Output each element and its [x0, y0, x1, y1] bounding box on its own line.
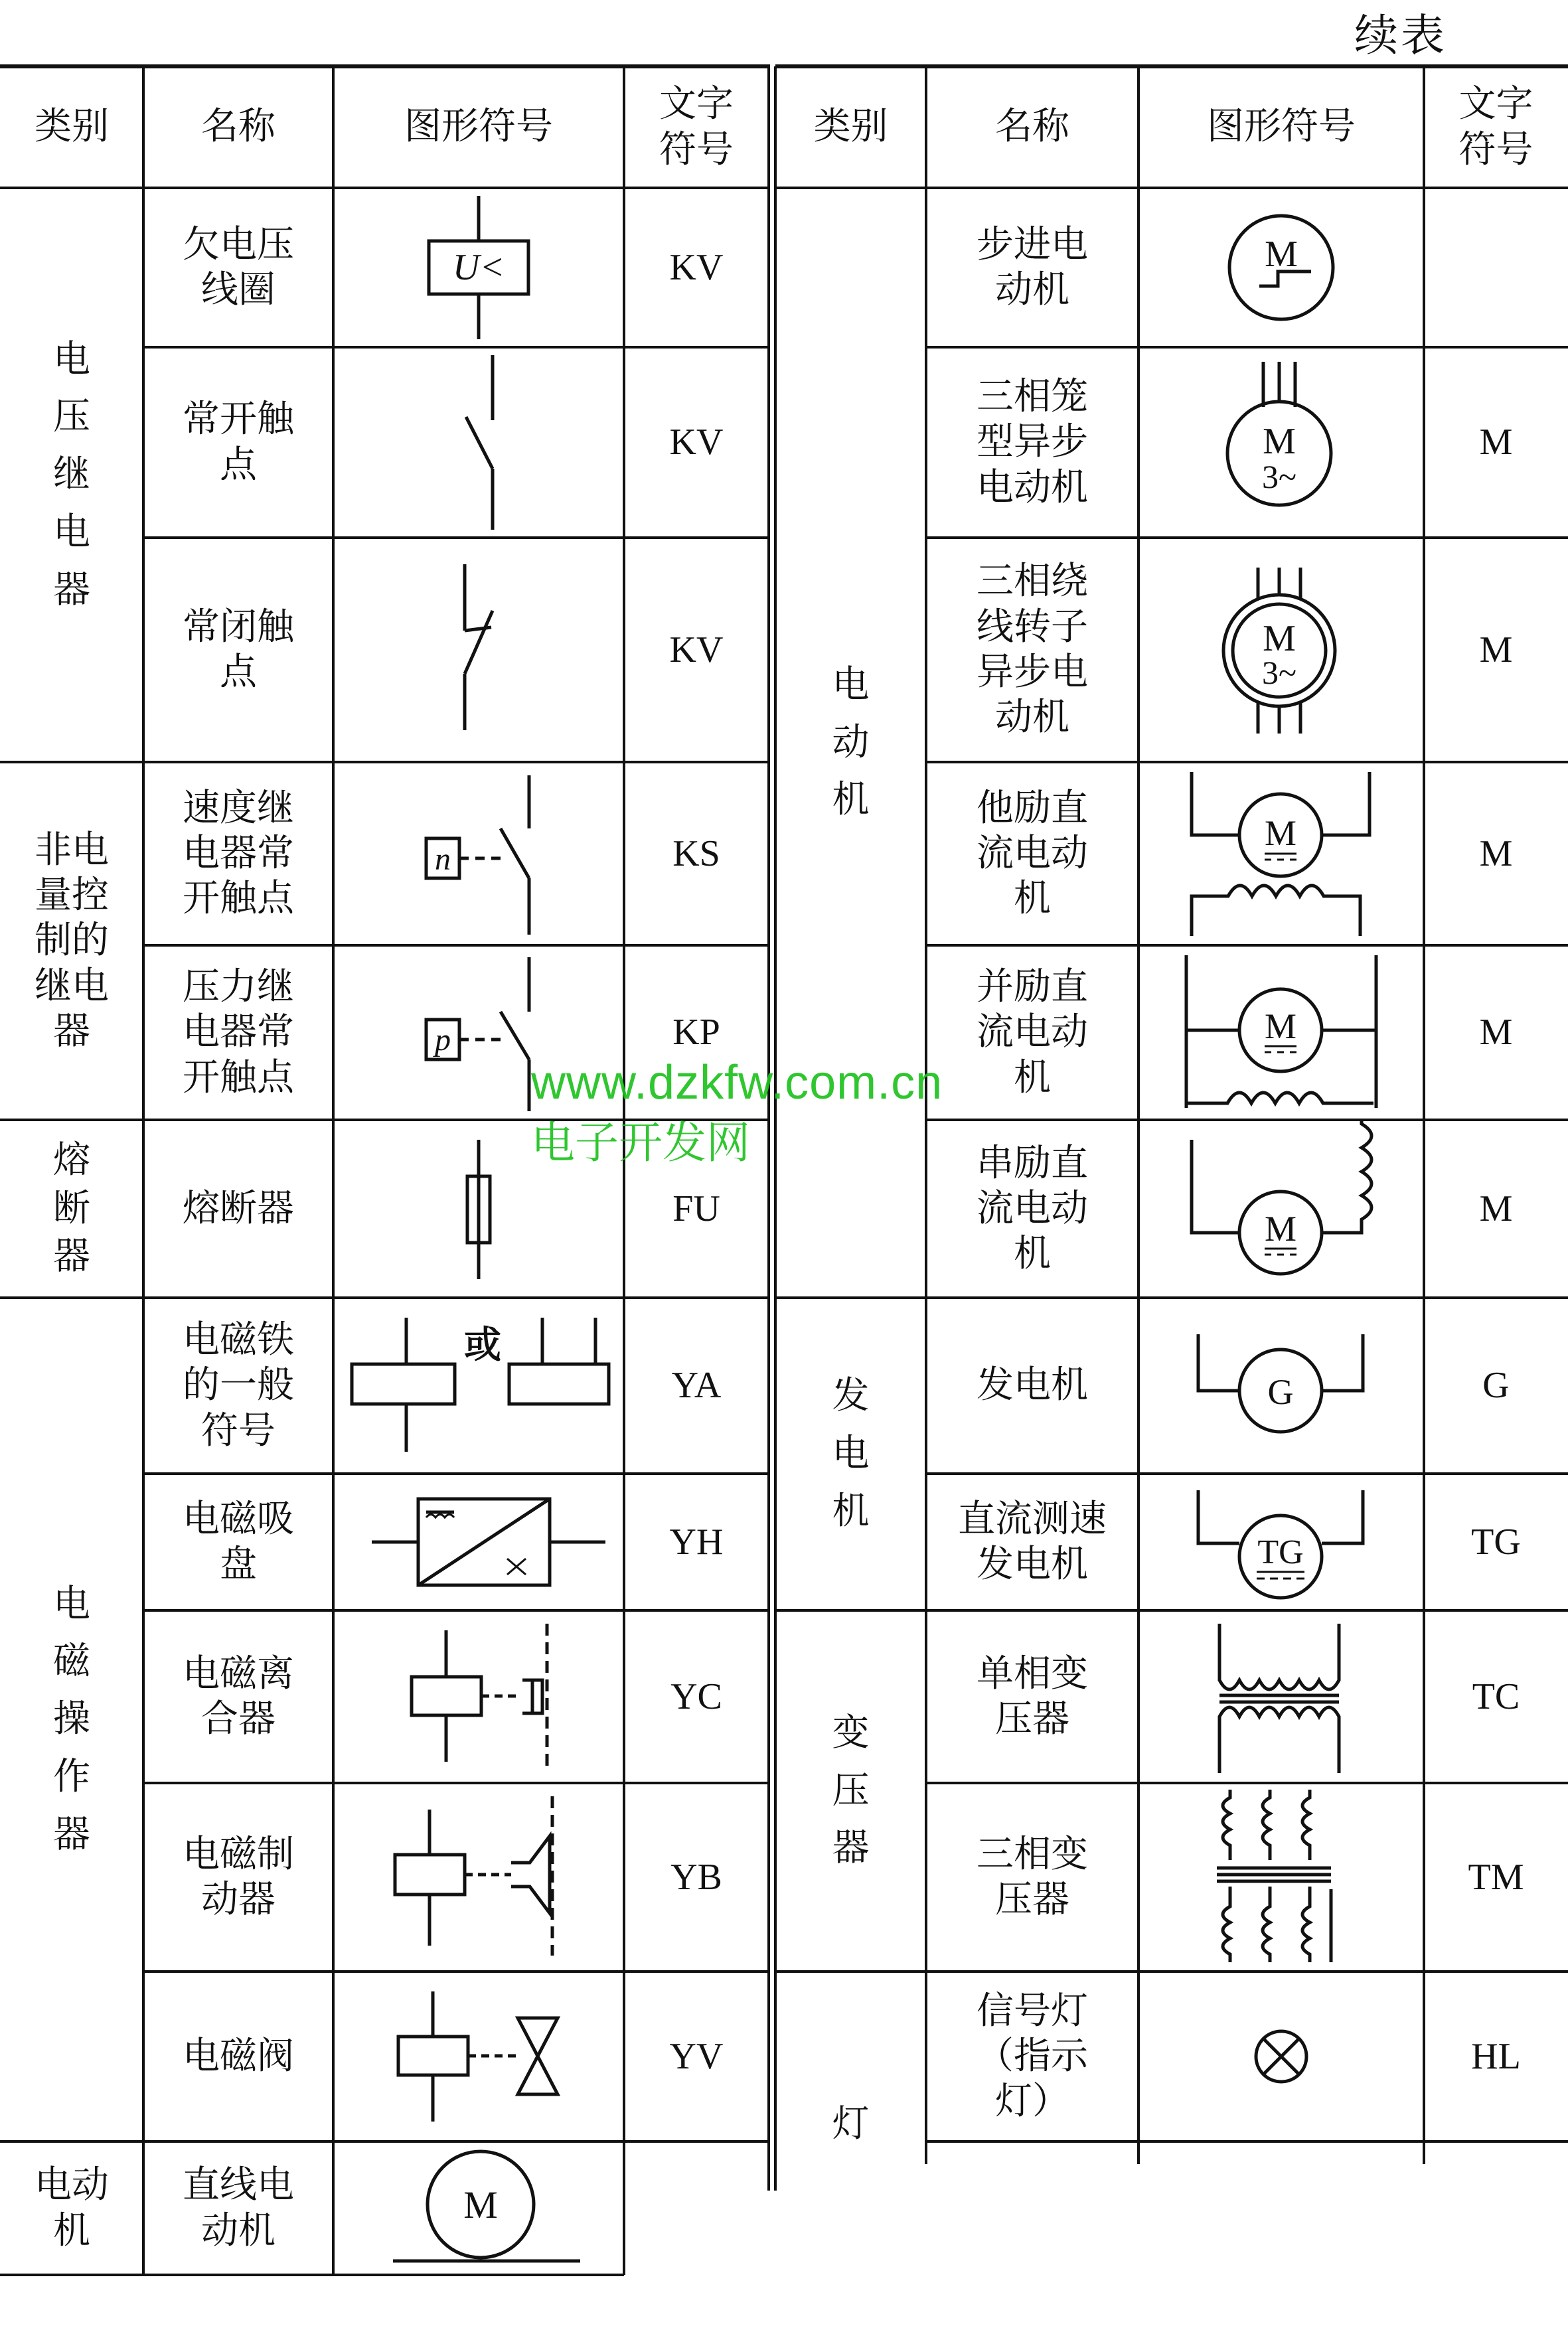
header-name-right: 名称 [995, 105, 1069, 149]
name-tacho-generator: 直流测速 发电机 [958, 1497, 1107, 1586]
cage-motor-symbol [1138, 347, 1424, 538]
code-signal-lamp: HL [1471, 2035, 1521, 2077]
name-valve: 电磁阀 [183, 2034, 294, 2078]
code-series-dc-motor: M [1479, 1188, 1513, 1229]
code-fuse: FU [672, 1188, 720, 1229]
clutch-symbol [333, 1610, 624, 1783]
name-linear-motor: 直线电 动机 [183, 2163, 294, 2252]
header-symbol-left: 图形符号 [404, 105, 553, 149]
speed-relay-symbol [333, 762, 624, 945]
name-brake: 电磁制 动器 [183, 1832, 294, 1921]
name-no-contact: 常开触 点 [183, 398, 294, 487]
code-generator: G [1482, 1365, 1510, 1407]
code-speed-relay: KS [672, 832, 720, 874]
cage-motor-phase: 3~ [1261, 458, 1297, 495]
header-category-right: 类别 [813, 105, 888, 149]
code-nc-contact: KV [669, 629, 724, 670]
name-wound-motor: 三相绕 线转子 异步电 动机 [977, 560, 1088, 739]
code-shunt-dc-motor: M [1479, 1012, 1513, 1053]
code-cage-motor: M [1479, 422, 1513, 463]
name-cage-motor: 三相笼 型异步 电动机 [977, 375, 1088, 509]
code-electromagnet: YA [671, 1365, 722, 1407]
wound-motor-symbol [1138, 538, 1424, 762]
name-3ph-transformer: 三相变 压器 [977, 1832, 1088, 1921]
name-signal-lamp: 信号灯 （指示 灯） [977, 1989, 1088, 2124]
header-category-left: 类别 [35, 105, 109, 149]
watermark-url: www.dzkfw.com.cn [531, 1056, 943, 1109]
name-speed-relay: 速度继 电器常 开触点 [183, 786, 294, 921]
1ph-transformer-symbol [1138, 1610, 1424, 1783]
tacho-generator-symbol [1138, 1474, 1424, 1610]
category-lamp: 灯 [832, 2102, 870, 2145]
code-sep-dc-motor: M [1479, 832, 1513, 874]
watermark-name: 电子开发网 [531, 1117, 750, 1168]
header-code-right: 文字 符号 [1458, 82, 1533, 171]
category-voltage-relay: 电 压 继 电 器 [53, 337, 90, 611]
tacho-letter: TG [1257, 1533, 1304, 1571]
code-pressure-relay: KP [672, 1012, 720, 1053]
category-motor-left: 电动 机 [35, 2163, 109, 2252]
stepper-motor-letter: M [1265, 234, 1298, 275]
valve-symbol [333, 1972, 624, 2141]
code-no-contact: KV [669, 422, 724, 463]
name-1ph-transformer: 单相变 压器 [977, 1652, 1088, 1741]
wound-motor-letter: M [1263, 618, 1296, 659]
undervoltage-text: U< [452, 247, 505, 288]
sep-dc-motor-letter: M [1264, 813, 1297, 853]
linear-motor-letter: M [463, 2183, 498, 2226]
header-code-left: 文字 符号 [659, 82, 734, 171]
linear-motor-symbol [333, 2141, 624, 2275]
name-sep-dc-motor: 他励直 流电动 机 [977, 786, 1088, 921]
name-magnetic-chuck: 电磁吸 盘 [183, 1497, 294, 1586]
name-undervoltage-coil: 欠电压 线圈 [183, 222, 294, 311]
generator-symbol [1138, 1298, 1424, 1474]
name-series-dc-motor: 串励直 流电动 机 [977, 1141, 1088, 1276]
name-stepper-motor: 步进电 动机 [977, 222, 1088, 311]
stepper-motor-symbol [1138, 188, 1424, 347]
series-dc-motor-symbol [1138, 1120, 1424, 1298]
speed-relay-letter: n [435, 842, 451, 877]
name-electromagnet: 电磁铁 的一般 符号 [183, 1318, 294, 1452]
magnetic-chuck-symbol [333, 1474, 624, 1610]
header-name-left: 名称 [201, 105, 275, 149]
signal-lamp-symbol [1138, 1972, 1424, 2141]
no-contact-symbol [333, 347, 624, 538]
category-nonelectric-relay: 非电 量控 制的 继电 器 [35, 828, 109, 1053]
series-dc-motor-letter: M [1264, 1209, 1297, 1249]
name-nc-contact: 常闭触 点 [183, 605, 294, 694]
pressure-relay-letter: p [435, 1022, 451, 1057]
header-symbol-right: 图形符号 [1207, 105, 1356, 149]
category-electromagnetic-operator: 电 磁 操 作 器 [53, 1582, 90, 1856]
or-label: 或 [464, 1324, 501, 1367]
continued-label: 续表 [1354, 10, 1447, 61]
category-generator: 发 电 机 [832, 1374, 870, 1533]
cage-motor-letter: M [1263, 421, 1296, 462]
wound-motor-phase: 3~ [1261, 654, 1297, 691]
category-fuse: 熔 断 器 [53, 1138, 90, 1279]
3ph-transformer-symbol [1138, 1783, 1424, 1972]
name-generator: 发电机 [977, 1363, 1088, 1407]
generator-letter: G [1267, 1372, 1294, 1412]
code-3ph-transformer: TM [1468, 1856, 1524, 1898]
name-shunt-dc-motor: 并励直 流电动 机 [977, 965, 1088, 1099]
shunt-dc-motor-letter: M [1264, 1006, 1297, 1046]
electromagnet-symbol [333, 1298, 624, 1474]
sep-dc-motor-symbol [1138, 762, 1424, 945]
nc-contact-symbol [333, 538, 624, 762]
code-tacho-generator: TG [1471, 1521, 1521, 1563]
name-fuse: 熔断器 [183, 1186, 294, 1230]
code-brake: YB [670, 1856, 722, 1898]
category-transformer: 变 压 器 [832, 1711, 870, 1870]
category-motor-right: 电 动 机 [832, 662, 870, 822]
code-wound-motor: M [1479, 629, 1513, 670]
name-clutch: 电磁离 合器 [183, 1652, 294, 1741]
brake-symbol [333, 1783, 624, 1972]
code-clutch: YC [670, 1675, 722, 1717]
code-magnetic-chuck: YH [669, 1521, 724, 1563]
code-1ph-transformer: TC [1472, 1675, 1520, 1717]
name-pressure-relay: 压力继 电器常 开触点 [183, 965, 294, 1099]
code-valve: YV [669, 2035, 724, 2077]
shunt-dc-motor-symbol [1138, 945, 1424, 1120]
code-undervoltage-coil: KV [669, 246, 724, 288]
undervoltage-coil-symbol [333, 188, 624, 347]
